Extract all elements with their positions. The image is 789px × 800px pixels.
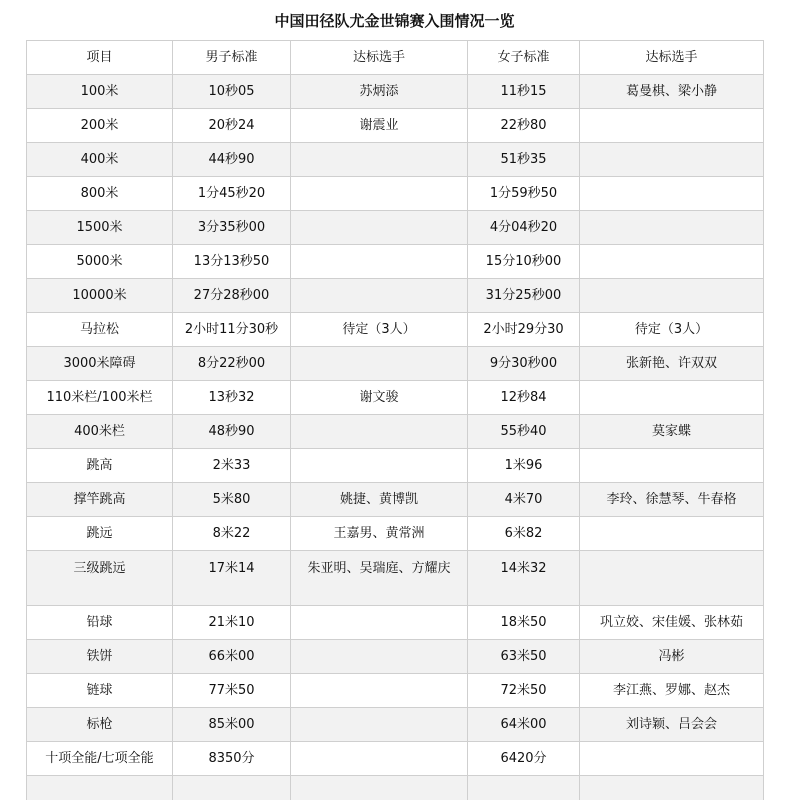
cell-women-qualified: 待定（3人） xyxy=(580,313,764,347)
cell-men-standard: 8350分 xyxy=(173,742,291,776)
cell-men-standard: 13秒32 xyxy=(173,381,291,415)
table-row xyxy=(27,449,764,483)
cell-men-standard: 5米80 xyxy=(173,483,291,517)
table-row xyxy=(27,640,764,674)
cell-men-standard: 48秒90 xyxy=(173,415,291,449)
cell-event: 1500米 xyxy=(27,211,173,245)
cell-women-standard: 14米32 xyxy=(468,551,580,606)
cell-event: 十项全能/七项全能 xyxy=(27,742,173,776)
table-row xyxy=(27,381,764,415)
table-row xyxy=(27,313,764,347)
cell-event: 三级跳远 xyxy=(27,551,173,606)
cell-men-qualified: 待定（3人） xyxy=(291,313,468,347)
cell-women-qualified xyxy=(580,245,764,279)
cell-women-standard: 15分10秒00 xyxy=(468,245,580,279)
cell-men-standard: 85米00 xyxy=(173,708,291,742)
cell-women-standard: 31分25秒00 xyxy=(468,279,580,313)
cell-women-qualified xyxy=(580,177,764,211)
header-event: 项目 xyxy=(27,41,173,75)
cell-women-qualified: 李玲、徐慧琴、牛春格 xyxy=(580,483,764,517)
cell-event: 跳远 xyxy=(27,517,173,551)
cell-event: 400米 xyxy=(27,143,173,177)
cell-men-qualified xyxy=(291,742,468,776)
cell-men-qualified xyxy=(291,776,468,800)
table-row xyxy=(27,143,764,177)
cell-men-standard: 8米22 xyxy=(173,517,291,551)
cell-men-qualified xyxy=(291,177,468,211)
cell-men-qualified xyxy=(291,347,468,381)
table-row xyxy=(27,245,764,279)
cell-event: 跳高 xyxy=(27,449,173,483)
table-row xyxy=(27,109,764,143)
cell-women-standard: 12秒84 xyxy=(468,381,580,415)
cell-men-qualified xyxy=(291,606,468,640)
table-row xyxy=(27,551,764,606)
qualification-table xyxy=(26,40,764,800)
cell-women-standard: 9分30秒00 xyxy=(468,347,580,381)
cell-women-standard: 1分59秒50 xyxy=(468,177,580,211)
cell-women-standard: 55秒40 xyxy=(468,415,580,449)
cell-event: 110米栏/100米栏 xyxy=(27,381,173,415)
cell-women-qualified: 巩立姣、宋佳媛、张林茹 xyxy=(580,606,764,640)
cell-men-standard: 66米00 xyxy=(173,640,291,674)
cell-men-qualified xyxy=(291,415,468,449)
cell-event xyxy=(27,776,173,800)
cell-women-standard: 64米00 xyxy=(468,708,580,742)
cell-event: 200米 xyxy=(27,109,173,143)
cell-men-qualified: 朱亚明、吴瑞庭、方耀庆 xyxy=(291,551,468,606)
cell-women-standard xyxy=(468,776,580,800)
cell-event: 撑竿跳高 xyxy=(27,483,173,517)
cell-event: 马拉松 xyxy=(27,313,173,347)
cell-women-qualified: 葛曼棋、梁小静 xyxy=(580,75,764,109)
cell-men-standard: 27分28秒00 xyxy=(173,279,291,313)
cell-women-qualified xyxy=(580,143,764,177)
cell-women-qualified: 李江燕、罗娜、赵杰 xyxy=(580,674,764,708)
cell-men-qualified xyxy=(291,640,468,674)
cell-men-standard: 77米50 xyxy=(173,674,291,708)
cell-men-qualified xyxy=(291,143,468,177)
cell-men-qualified: 苏炳添 xyxy=(291,75,468,109)
cell-women-standard: 51秒35 xyxy=(468,143,580,177)
cell-women-qualified xyxy=(580,517,764,551)
cell-women-standard: 63米50 xyxy=(468,640,580,674)
cell-women-standard: 4米70 xyxy=(468,483,580,517)
cell-women-standard: 72米50 xyxy=(468,674,580,708)
cell-men-standard: 3分35秒00 xyxy=(173,211,291,245)
cell-women-standard: 2小时29分30 xyxy=(468,313,580,347)
cell-women-qualified xyxy=(580,551,764,606)
table-row xyxy=(27,606,764,640)
cell-men-standard: 2米33 xyxy=(173,449,291,483)
table-row xyxy=(27,415,764,449)
header-women-qualified: 达标选手 xyxy=(580,41,764,75)
header-women-standard: 女子标准 xyxy=(468,41,580,75)
cell-women-qualified xyxy=(580,742,764,776)
cell-women-qualified: 刘诗颖、吕会会 xyxy=(580,708,764,742)
table-body xyxy=(27,75,764,800)
cell-men-standard: 13分13秒50 xyxy=(173,245,291,279)
table-row xyxy=(27,708,764,742)
cell-event: 400米栏 xyxy=(27,415,173,449)
cell-men-qualified xyxy=(291,674,468,708)
table-row xyxy=(27,347,764,381)
cell-event: 800米 xyxy=(27,177,173,211)
cell-women-standard: 6米82 xyxy=(468,517,580,551)
cell-men-standard: 21米10 xyxy=(173,606,291,640)
cell-women-qualified xyxy=(580,279,764,313)
cell-men-standard: 10秒05 xyxy=(173,75,291,109)
cell-event: 链球 xyxy=(27,674,173,708)
cell-event: 铁饼 xyxy=(27,640,173,674)
table-row xyxy=(27,279,764,313)
cell-event: 标枪 xyxy=(27,708,173,742)
cell-men-standard: 1分45秒20 xyxy=(173,177,291,211)
cell-men-standard: 20秒24 xyxy=(173,109,291,143)
table-row xyxy=(27,742,764,776)
cell-event: 10000米 xyxy=(27,279,173,313)
cell-men-qualified xyxy=(291,279,468,313)
cell-event: 100米 xyxy=(27,75,173,109)
cell-women-qualified: 冯彬 xyxy=(580,640,764,674)
table-row xyxy=(27,483,764,517)
cell-men-qualified: 谢文骏 xyxy=(291,381,468,415)
table-row xyxy=(27,776,764,800)
cell-women-qualified xyxy=(580,381,764,415)
header-men-standard: 男子标准 xyxy=(173,41,291,75)
cell-men-qualified xyxy=(291,708,468,742)
cell-event: 铅球 xyxy=(27,606,173,640)
cell-women-qualified xyxy=(580,211,764,245)
table-row xyxy=(27,517,764,551)
cell-men-qualified xyxy=(291,449,468,483)
cell-women-qualified: 张新艳、许双双 xyxy=(580,347,764,381)
cell-men-qualified: 谢震业 xyxy=(291,109,468,143)
cell-men-qualified: 王嘉男、黄常洲 xyxy=(291,517,468,551)
cell-men-standard: 8分22秒00 xyxy=(173,347,291,381)
cell-women-standard: 11秒15 xyxy=(468,75,580,109)
table-row xyxy=(27,674,764,708)
cell-men-qualified xyxy=(291,245,468,279)
table-title: 中国田径队尤金世锦赛入围情况一览 xyxy=(274,12,515,30)
cell-women-qualified xyxy=(580,449,764,483)
cell-men-standard: 2小时11分30秒 xyxy=(173,313,291,347)
cell-event: 5000米 xyxy=(27,245,173,279)
cell-women-standard: 6420分 xyxy=(468,742,580,776)
cell-women-standard: 18米50 xyxy=(468,606,580,640)
cell-women-standard: 22秒80 xyxy=(468,109,580,143)
cell-women-qualified xyxy=(580,109,764,143)
table-row xyxy=(27,177,764,211)
table-row xyxy=(27,211,764,245)
cell-men-qualified xyxy=(291,211,468,245)
table-header-row xyxy=(27,41,764,75)
cell-men-standard: 17米14 xyxy=(173,551,291,606)
cell-women-standard: 4分04秒20 xyxy=(468,211,580,245)
cell-men-standard xyxy=(173,776,291,800)
cell-men-standard: 44秒90 xyxy=(173,143,291,177)
table-row xyxy=(27,75,764,109)
cell-men-qualified: 姚捷、黄博凯 xyxy=(291,483,468,517)
cell-women-qualified: 莫家蝶 xyxy=(580,415,764,449)
cell-event: 3000米障碍 xyxy=(27,347,173,381)
cell-women-standard: 1米96 xyxy=(468,449,580,483)
header-men-qualified: 达标选手 xyxy=(291,41,468,75)
cell-women-qualified xyxy=(580,776,764,800)
